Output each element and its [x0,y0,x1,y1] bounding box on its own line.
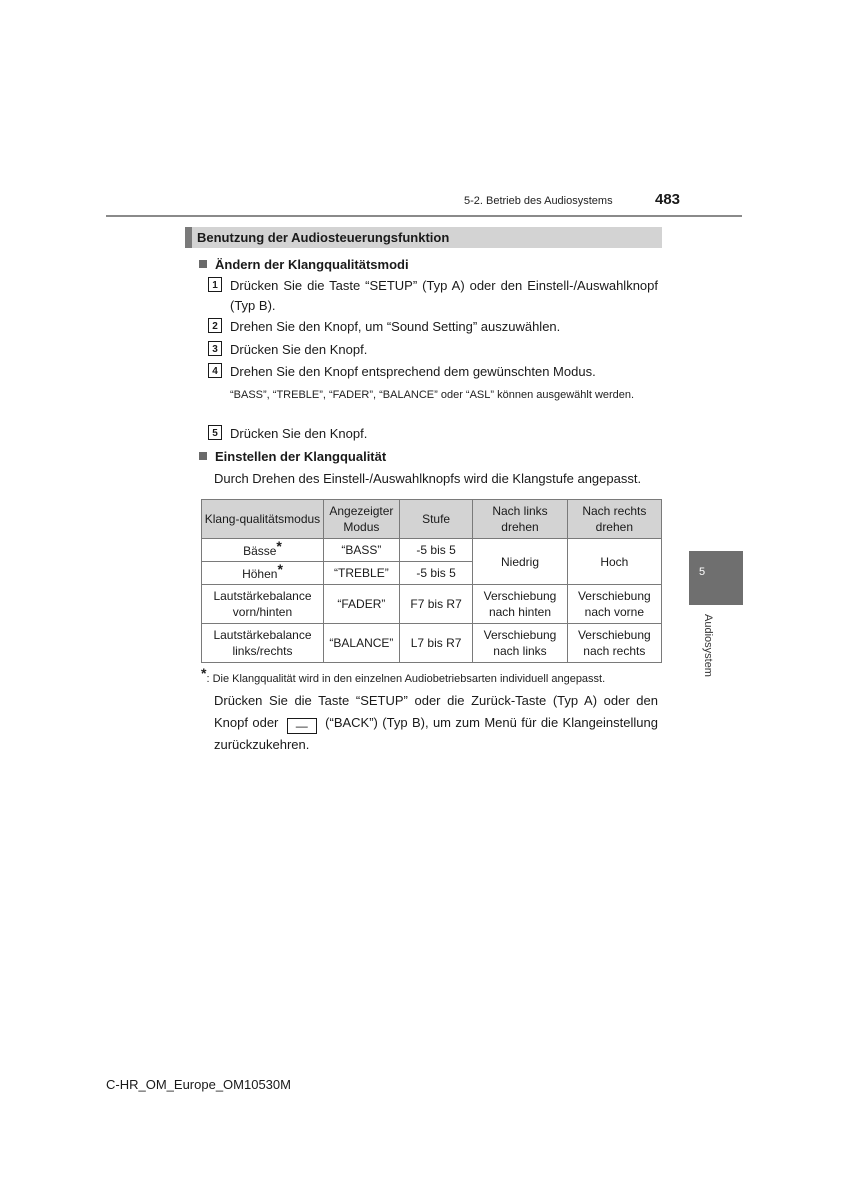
step-number-box: 1 [208,277,222,292]
table-header-cell: Angezeigter Modus [323,500,399,539]
document-code: C-HR_OM_Europe_OM10530M [106,1077,291,1092]
cell-text: Höhen [242,566,278,581]
table-row [202,539,662,562]
table-cell: -5 bis 5 [399,539,472,562]
back-button-icon: — [287,718,317,734]
step-text: Drehen Sie den Knopf, um “Sound Setting” auszuwählen. [230,319,561,334]
body-text: (“BACK”) (Typ B), um zum Menü für die Klangeinstellung zurückzukehren. [214,715,658,752]
step-item [208,340,658,360]
table-cell: “FADER” [323,585,399,624]
table-cell: -5 bis 5 [399,562,472,585]
step-number-box: 3 [208,341,222,356]
table-row [202,624,662,663]
table-cell [202,562,324,585]
step-text: Drehen Sie den Knopf entsprechend dem gewünschten Modus. [230,364,596,379]
table-cell: Lautstärkebalance vorn/hinten [202,585,324,624]
subheading-sound-quality [199,449,386,464]
table-cell [202,539,324,562]
intro-text: Durch Drehen des Einstell-/Auswahlknopfs wird die Klangstufe angepasst. [214,471,642,486]
table-header-cell: Klang-qualitätsmodus [202,500,324,539]
page-number: 483 [655,191,681,208]
table-cell: Niedrig [473,539,567,585]
asterisk-mark: * [276,537,282,554]
subheading-text: Einstellen der Klangqualität [215,449,387,464]
step-number-box: 4 [208,363,222,378]
table-cell: Verschiebung nach vorne [567,585,661,624]
cell-text: Bässe [243,543,277,558]
step-item [208,424,658,444]
running-header: 5-2. Betrieb des Audiosystems [464,195,613,207]
footnote [201,665,606,685]
step-number-box: 2 [208,318,222,333]
table-cell: Hoch [567,539,661,585]
table-header-cell: Nach rechts drehen [567,500,661,539]
bullet-square-icon [199,452,207,460]
table-cell: F7 bis R7 [399,585,472,624]
chapter-number: 5 [699,566,706,578]
step-item [208,362,658,382]
chapter-label: Audiosystem [702,614,714,677]
subheading-sound-modes [199,257,409,272]
section-title: Benutzung der Audiosteuerungsfunktion [197,230,450,245]
subheading-text: Ändern der Klangqualitätsmodi [215,257,409,272]
step-number-box: 5 [208,425,222,440]
step-text: Drücken Sie die Taste “SETUP” (Typ A) oder den Einstell-/Auswahlknopf (Typ B). [230,278,658,313]
step-item [208,317,658,337]
body-text: Drücken Sie die Taste “SETUP” oder die Zurück-Taste (Typ A) oder den Knopf oder [214,693,658,730]
table-header-cell: Nach links drehen [473,500,567,539]
table-header-row [202,500,662,539]
table-header-cell: Stufe [399,500,472,539]
step-text: Drücken Sie den Knopf. [230,342,368,357]
table-cell: “TREBLE” [323,562,399,585]
bullet-square-icon [199,260,207,268]
table-cell: L7 bis R7 [399,624,472,663]
table-cell: Lautstärkebalance links/rechts [202,624,324,663]
table-cell: “BASS” [323,539,399,562]
section-bar [185,227,662,248]
footnote-marker: * [201,665,207,681]
step-item [208,276,658,316]
return-instructions [214,690,658,756]
step-note: “BASS”, “TREBLE”, “FADER”, “BALANCE” oder “ASL” können ausgewählt werden. [230,389,635,401]
asterisk-mark: * [277,560,283,577]
sound-settings-table [201,499,662,663]
footnote-text: : Die Klangqualität wird in den einzelnen Audiobetriebsarten individuell angepasst. [206,673,606,685]
table-cell: “BALANCE” [323,624,399,663]
step-text: Drücken Sie den Knopf. [230,426,368,441]
table-cell: Verschiebung nach links [473,624,567,663]
table-cell: Verschiebung nach hinten [473,585,567,624]
table-row [202,585,662,624]
header-rule [106,215,742,217]
chapter-tab [689,551,743,605]
table-cell: Verschiebung nach rechts [567,624,661,663]
